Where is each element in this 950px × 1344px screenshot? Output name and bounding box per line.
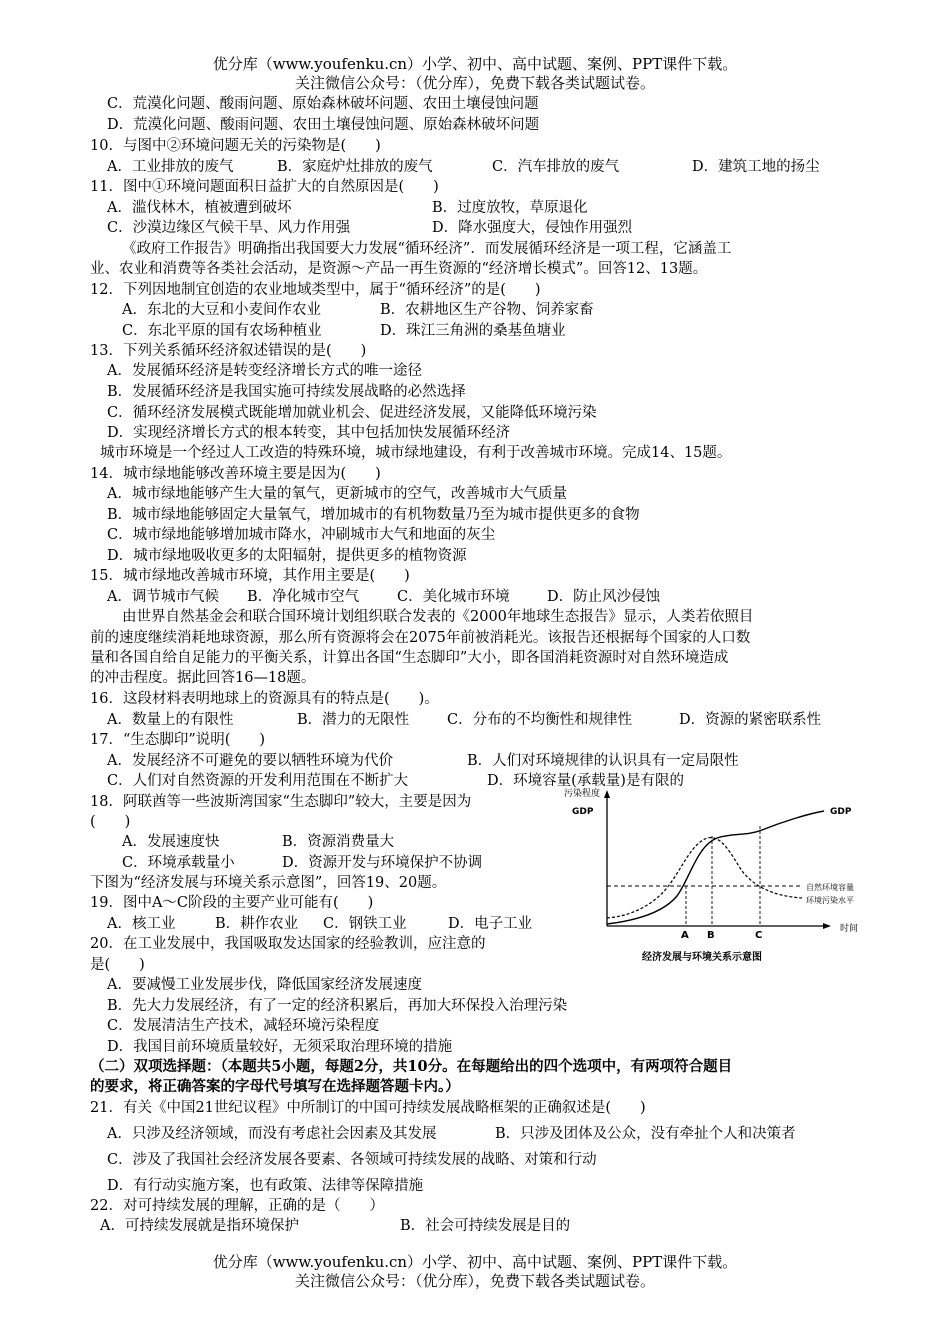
q18-option-c: C．环境承载量小 bbox=[122, 855, 235, 871]
para3-line-3: 量和各国自给自足能力的平衡关系，计算出各国“生态脚印”大小，即各国消耗资源时对自然环境造成 bbox=[90, 650, 729, 666]
q22-option-b: B．社会可持续发展是目的 bbox=[400, 1218, 571, 1234]
tick-a: A bbox=[681, 930, 689, 941]
para3-line-1: 由世界自然基金会和联合国环境计划组织联合发表的《2000年地球生态报告》显示，人类若依照目 bbox=[122, 609, 754, 625]
header-line-1: 优分库（www.youfenku.cn）小学、初中、高中试题、案例、PPT课件下载。 bbox=[212, 55, 738, 73]
tick-c: C bbox=[755, 930, 763, 941]
q15-options bbox=[107, 587, 660, 607]
q17-option-c: C．人们对自然资源的开发利用范围在不断扩大 bbox=[107, 773, 409, 789]
q16-option-c: C．分布的不均衡性和规律性 bbox=[447, 712, 633, 728]
q20-stem-2: 是( ) bbox=[90, 957, 145, 973]
q9-option-c: C．荒漠化问题、酸雨问题、原始森林破坏问题、农田土壤侵蚀问题 bbox=[107, 96, 539, 112]
q19-stem: 19．图中A～C阶段的主要产业可能有( ) bbox=[90, 895, 374, 911]
q19-option-c: C．钢铁工业 bbox=[323, 916, 407, 932]
x-label: 时间 bbox=[840, 924, 859, 934]
q17-option-d: D．环境容量(承载量)是有限的 bbox=[487, 773, 684, 789]
q18-option-d: D．资源开发与环境保护不协调 bbox=[282, 855, 483, 871]
pollution-curve bbox=[607, 838, 802, 918]
q13-option-a: A．发展循环经济是转变经济增长方式的唯一途径 bbox=[107, 363, 422, 379]
q12-option-b: B．农耕地区生产谷物、饲养家畜 bbox=[380, 302, 594, 318]
q10-options bbox=[107, 157, 820, 177]
para2: 城市环境是一个经过人工改造的特殊环境，城市绿地建设，有利于改善城市环境。完成14、15题。 bbox=[100, 445, 732, 461]
q14-stem: 14．城市绿地能够改善环境主要是因为( ) bbox=[90, 466, 381, 482]
q11-option-d: D．降水强度大，侵蚀作用强烈 bbox=[432, 220, 633, 236]
header-line-2: 关注微信公众号：（优分库），免费下载各类试题试卷。 bbox=[294, 74, 655, 92]
para4: 下图为“经济发展与环境关系示意图”，回答19、20题。 bbox=[90, 875, 447, 891]
q16-stem: 16．这段材料表明地球上的资源具有的特点是( )。 bbox=[90, 691, 439, 707]
q20-stem: 20．在工业发展中，我国吸取发达国家的经验教训，应注意的 bbox=[90, 936, 486, 952]
y-axis-arrow bbox=[604, 790, 610, 798]
q10-option-d: D．建筑工地的扬尘 bbox=[692, 159, 820, 175]
q14-option-b: B．城市绿地能够固定大量氧气，增加城市的有机物数量乃至为城市提供更多的食物 bbox=[107, 507, 640, 523]
para3-line-4: 的冲击程度。据此回答16—18题。 bbox=[90, 670, 316, 686]
q12-option-c: C．东北平原的国有农场种植业 bbox=[122, 323, 322, 339]
y-label-gdp: GDP bbox=[572, 807, 594, 817]
q12-stem: 12．下列因地制宜创造的农业地域类型中，属于“循环经济”的是( ) bbox=[90, 282, 541, 298]
q22-options bbox=[100, 1216, 570, 1236]
q17-option-a: A．发展经济不可避免的要以牺牲环境为代价 bbox=[107, 753, 393, 769]
q20-option-a: A．要减慢工业发展步伐，降低国家经济发展速度 bbox=[107, 977, 422, 993]
q15-stem: 15．城市绿地改善城市环境，其作用主要是( ) bbox=[90, 568, 410, 584]
q10-option-a: A．工业排放的废气 bbox=[107, 159, 234, 175]
footer-line-1: 优分库（www.youfenku.cn）小学、初中、高中试题、案例、PPT课件下载。 bbox=[212, 1253, 738, 1271]
q11-options-ab bbox=[107, 198, 588, 218]
economy-environment-chart bbox=[562, 786, 862, 966]
q16-option-d: D．资源的紧密联系性 bbox=[679, 712, 822, 728]
chart-svg bbox=[562, 786, 862, 966]
q17-stem: 17．“生态脚印”说明( ) bbox=[90, 732, 266, 748]
q19-option-d: D．电子工业 bbox=[448, 916, 533, 932]
q13-stem: 13．下列关系循环经济叙述错误的是( ) bbox=[90, 343, 367, 359]
q21-options-ab bbox=[107, 1124, 796, 1144]
legend-gdp: GDP bbox=[830, 807, 852, 817]
q10-option-c: C．汽车排放的废气 bbox=[492, 159, 620, 175]
q18-options-ab bbox=[122, 832, 394, 852]
q11-option-c: C．沙漠边缘区气候干旱、风力作用强 bbox=[107, 220, 351, 236]
q17-option-b: B．人们对环境规律的认识具有一定局限性 bbox=[467, 753, 739, 769]
q12-option-d: D．珠江三角洲的桑基鱼塘业 bbox=[380, 323, 566, 339]
q15-option-d: D．防止风沙侵蚀 bbox=[547, 589, 661, 605]
q21-option-c: C．涉及了我国社会经济发展各要素、各领域可持续发展的战略、对策和行动 bbox=[107, 1152, 597, 1168]
q12-option-a: A．东北的大豆和小麦间作农业 bbox=[122, 302, 321, 318]
q21-option-d: D．有行动实施方案，也有政策、法律等保障措施 bbox=[107, 1178, 424, 1194]
x-axis-arrow bbox=[823, 923, 831, 929]
q16-option-b: B．潜力的无限性 bbox=[297, 712, 410, 728]
q15-option-a: A．调节城市气候 bbox=[107, 589, 219, 605]
q18-option-b: B．资源消费量大 bbox=[282, 834, 395, 850]
q19-options bbox=[107, 914, 532, 934]
chart-title: 经济发展与环境关系示意图 bbox=[642, 952, 762, 963]
tick-b: B bbox=[707, 930, 715, 941]
q16-option-a: A．数量上的有限性 bbox=[107, 712, 234, 728]
q13-option-c: C．循环经济发展模式既能增加就业机会、促进经济发展，又能降低环境污染 bbox=[107, 405, 597, 421]
q22-stem: 22．对可持续发展的理解，正确的是（ ） bbox=[90, 1198, 384, 1214]
q21-option-b: B．只涉及团体及公众，没有牵扯个人和决策者 bbox=[495, 1126, 796, 1142]
q12-options-cd bbox=[122, 321, 566, 341]
para3-line-2: 前的速度继续消耗地球资源，那么所有资源将会在2075年前被消耗光。该报告还根据每个国家的人口数 bbox=[90, 630, 751, 646]
q21-stem: 21．有关《中国21世纪议程》中所制订的中国可持续发展战略框架的正确叙述是( ) bbox=[90, 1100, 646, 1116]
q18-stem: 18．阿联酋等一些波斯湾国家“生态脚印”较大，主要是因为 bbox=[90, 794, 472, 810]
q15-option-b: B．净化城市空气 bbox=[247, 589, 360, 605]
q18-option-a: A．发展速度快 bbox=[122, 834, 220, 850]
para1-line-1: 《政府工作报告》明确指出我国要大力发展“循环经济”．而发展循环经济是一项工程，它涵盖工 bbox=[122, 241, 732, 257]
q12-options-ab bbox=[122, 300, 594, 320]
y-label-top: 污染程度 bbox=[564, 789, 601, 799]
q10-stem: 10．与图中②环境问题无关的污染物是( ) bbox=[90, 138, 381, 154]
q10-option-b: B．家庭炉灶排放的废气 bbox=[277, 159, 433, 175]
footer-line-2: 关注微信公众号：（优分库），免费下载各类试题试卷。 bbox=[294, 1272, 655, 1290]
q17-options-ab bbox=[107, 751, 739, 771]
q22-option-a: A．可持续发展就是指环境保护 bbox=[100, 1218, 299, 1234]
q11-options-cd bbox=[107, 218, 632, 238]
q16-options bbox=[107, 710, 821, 730]
q13-option-d: D．实现经济增长方式的根本转变，其中包括加快发展循环经济 bbox=[107, 425, 511, 441]
gdp-curve bbox=[607, 811, 824, 924]
section2-heading: （二）双项选择题：（本题共5小题，每题2分，共10分。在每题给出的四个选项中，有两项符合题目 bbox=[90, 1058, 733, 1075]
q13-option-b: B．发展循环经济是我国实施可持续发展战略的必然选择 bbox=[107, 384, 466, 400]
q18-stem-2: ( ) bbox=[90, 814, 131, 830]
q19-option-a: A．核工业 bbox=[107, 916, 176, 932]
section2-heading-2: 的要求，将正确答案的字母代号填写在选择题答题卡内。） bbox=[90, 1078, 460, 1095]
q14-option-d: D．城市绿地吸收更多的太阳辐射，提供更多的植物资源 bbox=[107, 548, 467, 564]
q21-option-a: A．只涉及经济领域，而没有考虑社会因素及其发展 bbox=[107, 1126, 437, 1142]
q14-option-c: C．城市绿地能够增加城市降水，冲刷城市大气和地面的灰尘 bbox=[107, 527, 496, 543]
q19-option-b: B．耕作农业 bbox=[215, 916, 299, 932]
q11-option-b: B．过度放牧，草原退化 bbox=[432, 200, 588, 216]
q20-option-c: C．发展清洁生产技术，减轻环境污染程度 bbox=[107, 1018, 380, 1034]
q15-option-c: C．美化城市环境 bbox=[397, 589, 510, 605]
q20-option-b: B．先大力发展经济，有了一定的经济积累后，再加大环保投入治理污染 bbox=[107, 998, 568, 1014]
q20-option-d: D．我国目前环境质量较好，无须采取治理环境的措施 bbox=[107, 1039, 453, 1055]
q11-stem: 11．图中①环境问题面积日益扩大的自然原因是( ) bbox=[90, 179, 439, 195]
legend-pollution: 环境污染水平 bbox=[806, 896, 854, 905]
legend-capacity: 自然环境容量 bbox=[806, 883, 854, 892]
q14-option-a: A．城市绿地能够产生大量的氧气，更新城市的空气，改善城市大气质量 bbox=[107, 486, 567, 502]
q9-option-d: D．荒漠化问题、酸雨问题、农田土壤侵蚀问题、原始森林破坏问题 bbox=[107, 117, 540, 133]
q11-option-a: A．滥伐林木，植被遭到破坏 bbox=[107, 200, 292, 216]
q18-options-cd bbox=[122, 853, 482, 873]
para1-line-2: 业、农业和消费等各类社会活动，是资源～产品一再生资源的“经济增长模式”。回答12、13题。 bbox=[90, 261, 708, 277]
